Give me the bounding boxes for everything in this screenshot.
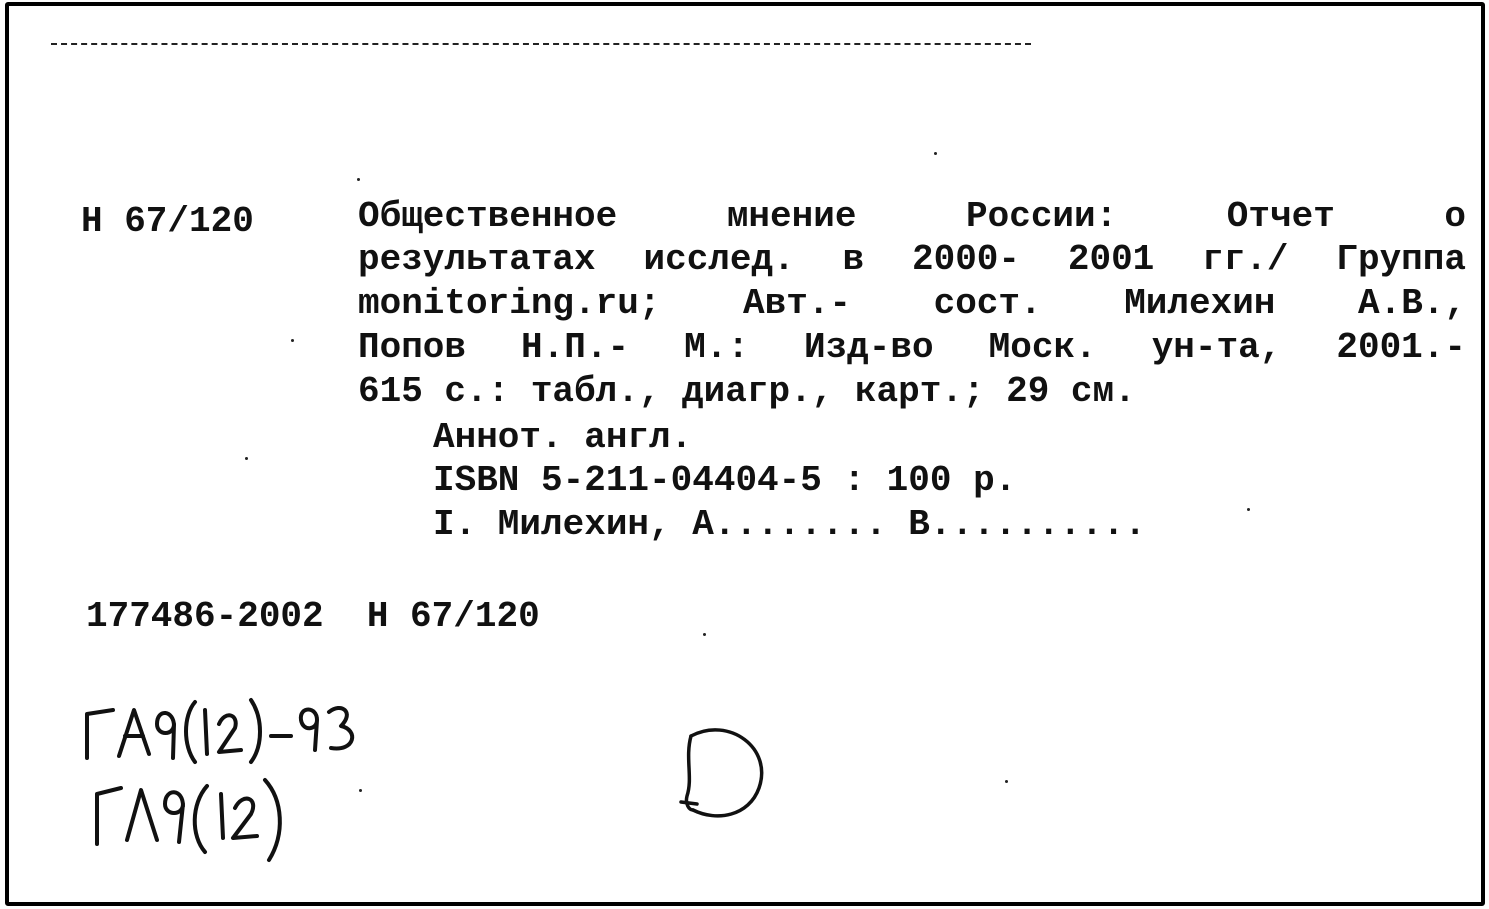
speck [1247, 508, 1250, 511]
entry-line-4: Попов Н.П.- М.: Изд-во Моск. ун-та, 2001.- [358, 327, 1466, 368]
entry-line-5: 615 с.: табл., диагр., карт.; 29 см. [358, 371, 1136, 412]
speck [703, 633, 706, 636]
call-number: Н 67/120 [81, 201, 254, 242]
entry-line-1: Общественное мнение России: Отчет о [358, 196, 1466, 237]
handwritten-classification [79, 696, 439, 866]
catalog-card [5, 2, 1485, 906]
annotation-note: Аннот. англ. [433, 417, 693, 458]
added-entry: I. Милехин, А........ В.......... [433, 504, 1146, 545]
speck [357, 178, 360, 181]
handwritten-d-mark [669, 718, 779, 828]
speck [934, 152, 937, 155]
inventory-number: 177486-2002 Н 67/120 [86, 596, 540, 637]
speck [245, 457, 248, 460]
isbn-line: ISBN 5-211-04404-5 : 100 р. [433, 460, 1017, 501]
speck [359, 789, 362, 792]
entry-line-2: результатах исслед. в 2000- 2001 гг./ Группа [358, 239, 1466, 280]
top-dashed-rule [51, 43, 1031, 45]
speck [1005, 780, 1008, 783]
entry-line-3: monitoring.ru; Авт.- сост. Милехин А.В., [358, 283, 1466, 324]
speck [291, 339, 294, 342]
